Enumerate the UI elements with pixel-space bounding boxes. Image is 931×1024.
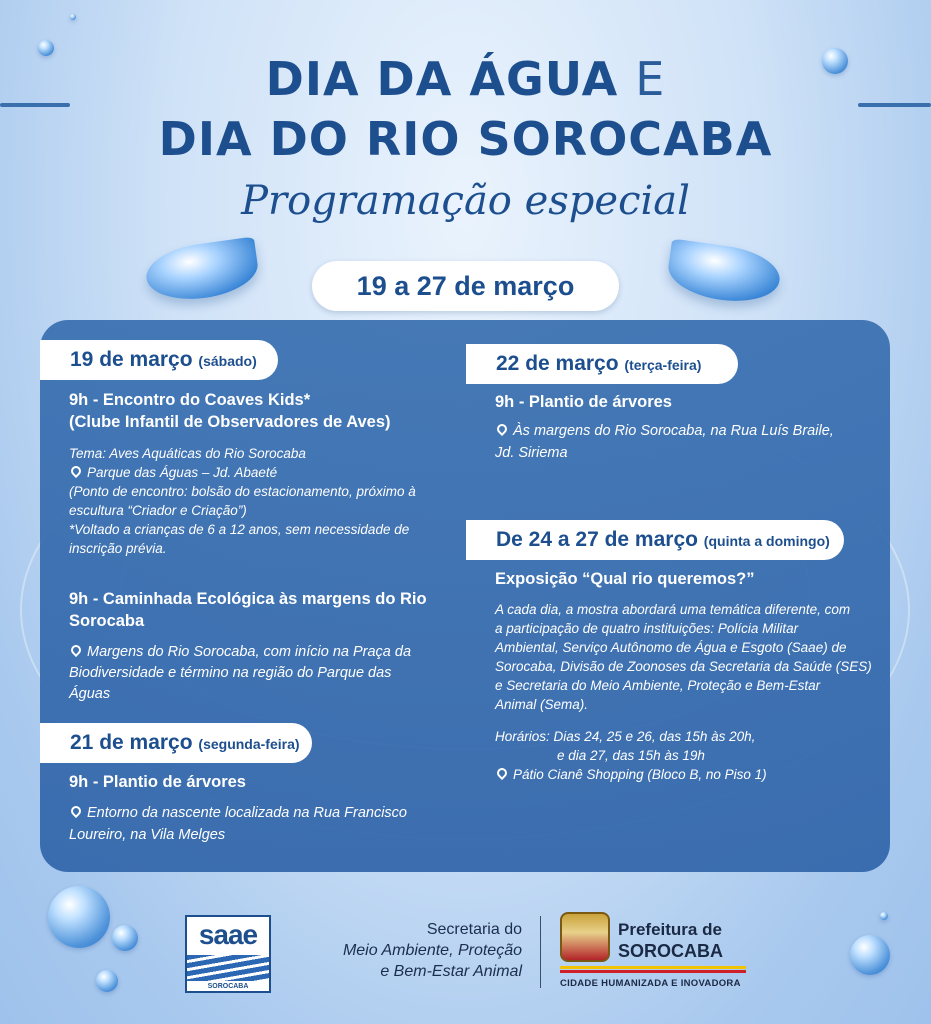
location-pin-icon (69, 464, 83, 478)
day-19-event-2 (69, 588, 427, 632)
day-21-tag (40, 723, 312, 763)
day-21-weekday: (segunda-feira) (198, 736, 300, 752)
page-subtitle: Programação especial (241, 178, 690, 224)
exhibition-location (495, 765, 767, 784)
title-bold-part: DIA DA ÁGUA (265, 52, 619, 106)
prefeitura-slogan: CIDADE HUMANIZADA E INOVADORA (560, 978, 741, 989)
event-theme: Tema: Aves Aquáticas do Rio Sorocaba (69, 446, 306, 461)
event-location (69, 463, 416, 482)
description-line: e Secretaria do Meio Ambiente, Proteção e Bem-Estar (495, 678, 821, 693)
saae-logo (185, 915, 271, 993)
day-19-event-2-location (69, 642, 411, 705)
location-line: Águas (69, 686, 111, 702)
hours-line: e dia 27, das 15h às 19h (557, 748, 705, 763)
secretaria-line-2: Meio Ambiente, Proteção (342, 942, 522, 959)
water-bubble-icon (70, 14, 76, 20)
description-line: a participação de quatro instituições: Polícia Militar (495, 621, 799, 636)
date-range-badge: 19 a 27 de março (312, 261, 619, 311)
water-bubble-icon (850, 935, 890, 975)
location-text: Margens do Rio Sorocaba, com início na Praça da (87, 644, 412, 660)
water-bubble-icon (96, 970, 118, 992)
event-title-line: (Clube Infantil de Observadores de Aves) (69, 413, 391, 431)
location-line (69, 642, 411, 663)
location-line: Loureiro, na Vila Melges (69, 827, 226, 843)
exhibition-title: Exposição “Qual rio queremos?” (495, 570, 755, 588)
exhibition-hours (495, 727, 767, 784)
day-22-location (495, 420, 834, 464)
description-line: Ambiental, Serviço Autônomo de Água e Esgoto (Saae) de (495, 640, 847, 655)
flag-stripe-yellow (560, 966, 746, 969)
day-19-event-1 (69, 389, 391, 433)
meeting-point-line: (Ponto de encontro: bolsão do estacionamento, próximo à (69, 484, 416, 499)
saae-logo-city: SOROCABA (207, 983, 249, 990)
day-22-event: 9h - Plantio de árvores (495, 393, 672, 411)
day-24-27-weekday: (quinta a domingo) (703, 533, 830, 549)
location-text: Às margens do Rio Sorocaba, na Rua Luís Braile, (513, 423, 834, 439)
event-title-line: Sorocaba (69, 612, 145, 630)
secretaria-line-3: e Bem-Estar Animal (380, 963, 522, 980)
prefeitura-label: Prefeitura de (618, 920, 722, 939)
day-22-tag (466, 344, 738, 384)
water-bubble-icon (880, 912, 888, 920)
description-line: A cada dia, a mostra abordará uma temática diferente, com (495, 602, 851, 617)
page-title-line-2: DIA DO RIO SOROCABA (158, 112, 773, 166)
page-title-line-1 (0, 52, 931, 106)
flag-stripe-red (560, 970, 746, 973)
location-line (495, 420, 834, 442)
location-line: Jd. Siriema (495, 445, 568, 461)
day-19-date: 19 de março (70, 348, 193, 371)
location-line: Biodiversidade e término na região do Parque das (69, 665, 392, 681)
saae-logo-word: saae (198, 919, 258, 950)
note-line: inscrição prévia. (69, 541, 167, 556)
location-pin-icon (495, 766, 509, 780)
location-pin-icon (69, 643, 83, 657)
water-bubble-icon (48, 886, 110, 948)
prefeitura-city: SOROCABA (618, 941, 724, 961)
location-pin-icon (69, 804, 83, 818)
day-19-weekday: (sábado) (198, 353, 257, 369)
description-line: Sorocaba, Divisão de Zoonoses da Secretaria da Saúde (SES) (495, 659, 872, 674)
footer-divider (540, 916, 541, 988)
day-21-event: 9h - Plantio de árvores (69, 773, 246, 791)
location-line (69, 802, 407, 824)
water-drop-icon (143, 236, 261, 305)
secretaria-line-1: Secretaria do (426, 921, 522, 938)
water-bubble-icon (112, 925, 138, 951)
day-22-date: 22 de março (496, 352, 619, 375)
note-line: *Voltado a crianças de 6 a 12 anos, sem necessidade de (69, 522, 410, 537)
day-19-event-1-details (69, 444, 416, 558)
saae-wave-icon (187, 955, 269, 981)
location-text: Entorno da nascente localizada na Rua Francisco (87, 805, 407, 821)
title-thin-part: E (635, 52, 666, 106)
description-line: Animal (Sema). (495, 697, 589, 712)
exhibition-description (495, 600, 872, 714)
meeting-point-line: escultura “Criador e Criação”) (69, 503, 247, 518)
location-text: Parque das Águas – Jd. Abaeté (87, 465, 278, 480)
city-crest-icon (560, 912, 610, 962)
day-21-location (69, 802, 407, 846)
day-19-tag (40, 340, 278, 380)
water-drop-icon (665, 238, 783, 307)
event-title-line: 9h - Caminhada Ecológica às margens do Rio (69, 590, 427, 608)
day-24-27-date: De 24 a 27 de março (496, 528, 698, 551)
location-text: Pátio Cianê Shopping (Bloco B, no Piso 1) (513, 767, 767, 782)
day-24-27-tag (466, 520, 844, 560)
location-pin-icon (495, 422, 509, 436)
day-22-weekday: (terça-feira) (624, 357, 702, 373)
event-title-line: 9h - Encontro do Coaves Kids* (69, 391, 311, 409)
hours-line: Horários: Dias 24, 25 e 26, das 15h às 20h, (495, 729, 756, 744)
day-21-date: 21 de março (70, 731, 193, 754)
